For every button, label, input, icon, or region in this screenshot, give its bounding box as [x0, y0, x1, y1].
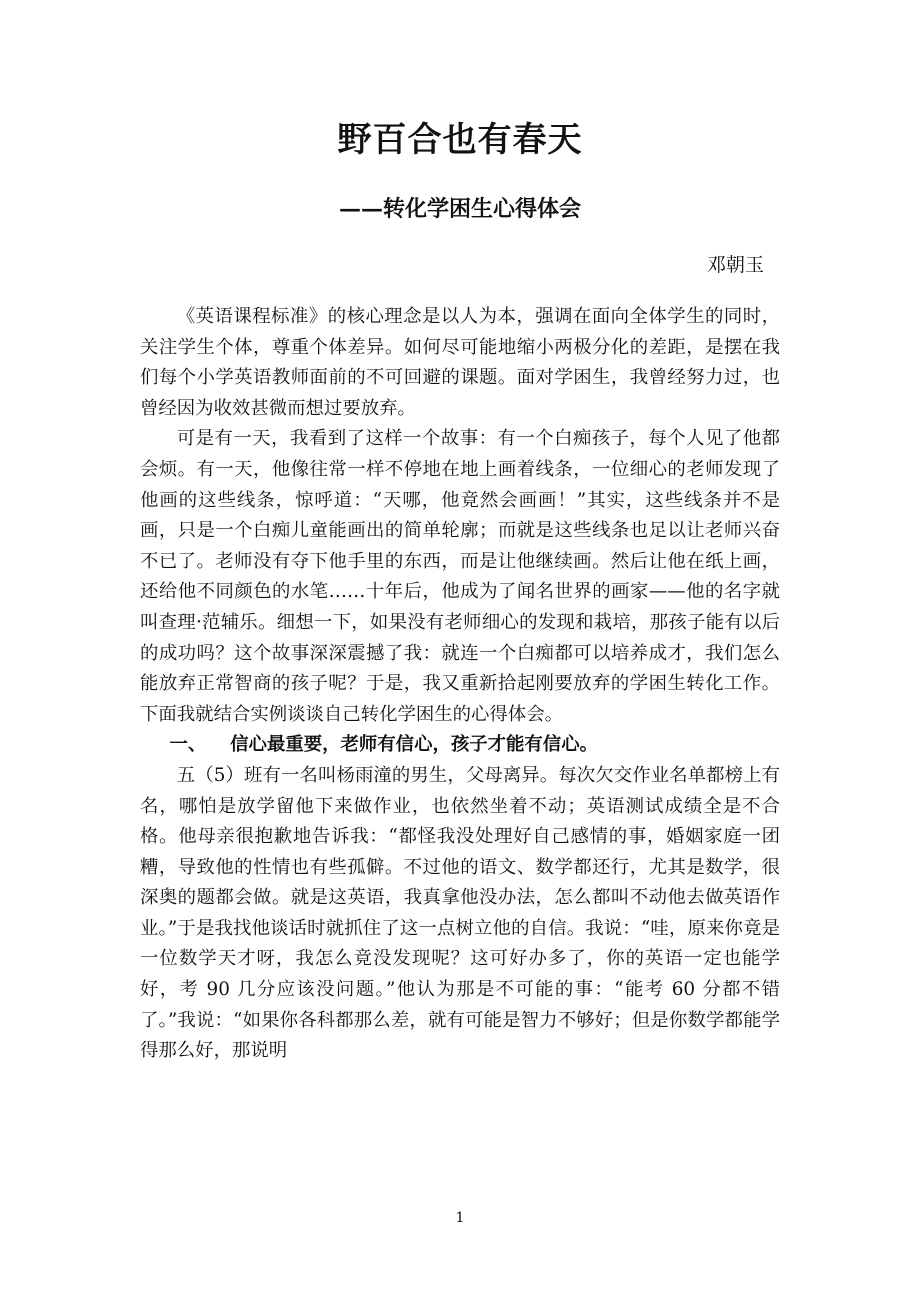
paragraph-case: 五（5）班有一名叫杨雨潼的男生，父母离异。每次欠交作业名单都榜上有名，哪怕是放学留他下来做作业，也依然坐着不动；英语测试成绩全是不合格。他母亲很抱歉地告诉我：“都怪我没处理好自己感情的事，婚姻家庭一团糟，导致他的性情也有些孤僻。不过他的语文、数学都还行，尤其是数学，很深奥的题都会做。就是这英语，我真拿他没办法，怎么都叫不动他去做英语作业。”于是我找他谈话时就抓住了这一点树立他的自信。我说：“哇，原来你竟是一位数学天才呀，我怎么竟没发现呢？这可好办多了，你的英语一定也能学好，考 90 几分应该没问题。”他认为那是不可能的事：“能考 60 分都不错了。”我说：“如果你各科都那么差，就有可能是智力不够好；但是你数学都能学得那么好，那说明 — [140, 764, 780, 1062]
document-body — [140, 302, 780, 1067]
document-title: 野百合也有春天 — [337, 120, 583, 160]
paragraph-intro: 《英语课程标准》的核心理念是以人为本，强调在面向全体学生的同时，关注学生个体，尊重个体差异。如何尽可能地缩小两极分化的差距，是摆在我们每个小学英语教师面前的不可回避的课题。面对学困生，我曾经努力过，也曾经因为收效甚微而想过要放弃。 — [140, 306, 780, 419]
paragraph-story: 可是有一天，我看到了这样一个故事：有一个白痴孩子，每个人见了他都会烦。有一天，他像往常一样不停地在地上画着线条，一位细心的老师发现了他画的这些线条，惊呼道：“天哪，他竟然会画画！”其实，这些线条并不是画，只是一个白痴儿童能画出的简单轮廓；而就是这些线条也足以让老师兴奋不已了。老师没有夺下他手里的东西，而是让他继续画。然后让他在纸上画，还给他不同颜色的水笔……十年后，他成为了闻名世界的画家——他的名字就叫查理·范辅乐。细想一下，如果没有老师细心的发现和栽培，那孩子能有以后的成功吗？这个故事深深震撼了我：就连一个白痴都可以培养成才，我们怎么能放弃正常智商的孩子呢？于是，我又重新拾起刚要放弃的学困生转化工作。下面我就结合实例谈谈自己转化学困生的心得体会。 — [140, 428, 780, 725]
section-heading-number: 一、 — [169, 734, 207, 756]
section-heading — [140, 730, 780, 761]
page-number: 1 — [455, 1210, 465, 1226]
author-name: 邓朝玉 — [706, 254, 764, 276]
document-subtitle: ——转化学困生心得体会 — [338, 196, 581, 222]
section-heading-text: 信心最重要，老师有信心，孩子才能有信心。 — [230, 734, 598, 756]
